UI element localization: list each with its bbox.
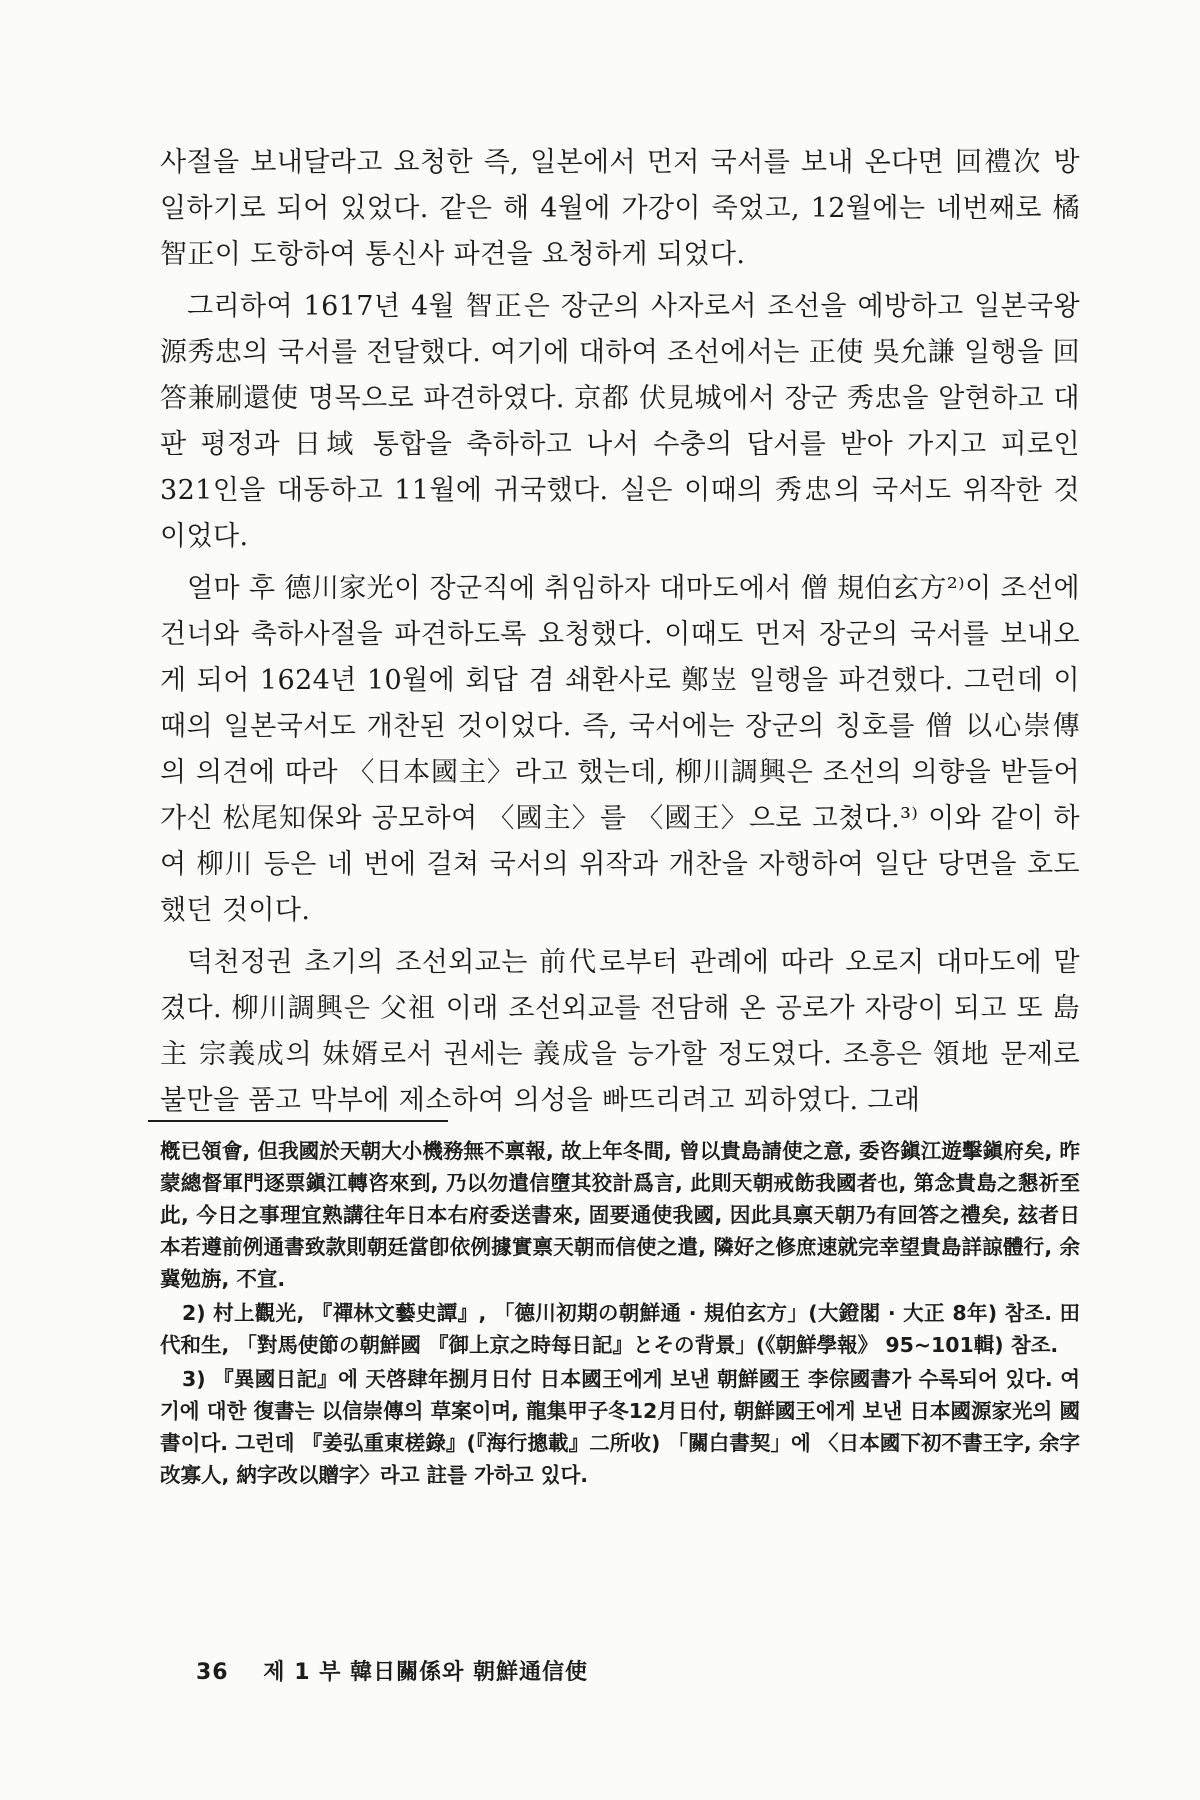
footnote-divider: [148, 1120, 448, 1122]
footnote-continuation: 槪已領會, 但我國於天朝大小機務無不禀報, 故上年冬間, 曾以貴島請使之意, 委咨鎭江遊擊鎭府矣, 昨蒙總督軍門逐票鎭江轉咨來到, 乃以勿遣信墮其狡計爲言, 此則天朝戒飭我國者也, 第念貴島之懇祈至此, 今日之事理宜熟講往年日本右府委送書來, 固要通使我國, 因此具禀天朝乃有回答之禮矣, 玆者日本若遵前例通書致款則朝廷當卽依例據實禀天朝而信使之遣, 隣好之修庶速就完幸望貴島詳諒體行, 余冀勉旃, 不宣.: [160, 1139, 1080, 1291]
paragraph: 얼마 후 德川家光이 장군직에 취임하자 대마도에서 僧 規伯玄方²⁾이 조선에 건너와 축하사절을 파견하도록 요청했다. 이때도 먼저 장군의 국서를 보내오게 되어 1624년 10월에 회답 겸 쇄환사로 鄭岦 일행을 파견했다. 그런데 이때의 일본국서도 개찬된 것이었다. 즉, 국서에는 장군의 칭호를 僧 以心崇傳의 의견에 따라 〈日本國主〉라고 했는데, 柳川調興은 조선의 의향을 받들어 가신 松尾知保와 공모하여 〈國主〉를 〈國王〉으로 고쳤다.³⁾ 이와 같이 하여 柳川 등은 네 번에 걸쳐 국서의 위작과 개찬을 자행하여 일단 당면을 호도했던 것이다.: [160, 573, 1080, 926]
footnote-2: 2) 村上觀光, 『禪林文藝史譚』, 「德川初期の朝鮮通 · 規伯玄方」(大鐙閣 · 大正 8年) 참조. 田代和生, 「對馬使節の朝鮮國 『御上京之時每日記』とその背景」(《朝鮮學報》 95~101輯) 참조.: [160, 1301, 1080, 1357]
running-header: 제 1 부 韓日關係와 朝鮮通信使: [263, 1660, 588, 1685]
footnotes: [160, 1135, 1080, 1491]
paragraph: 덕천정권 초기의 조선외교는 前代로부터 관례에 따라 오로지 대마도에 맡겼다. 柳川調興은 父祖 이래 조선외교를 전담해 온 공로가 자랑이 되고 또 島主 宗義成의 妹婿로서 권세는 義成을 능가할 정도였다. 조흥은 領地 문제로 불만을 품고 막부에 제소하여 의성을 빠뜨리려고 꾀하였다. 그래: [160, 947, 1080, 1116]
main-text: [160, 140, 1080, 1124]
page-footer: [196, 1655, 588, 1686]
page-number: 36: [196, 1660, 229, 1685]
footnote-3: 3) 『異國日記』에 天啓肆年捌月日付 日本國王에게 보낸 朝鮮國王 李倧國書가 수록되어 있다. 여기에 대한 復書는 以信崇傳의 草案이며, 龍集甲子冬12月日付, 朝鮮國王에게 보낸 日本國源家光의 國書이다. 그런데 『姜弘重東槎錄』(『海行摠載』二所收) 「關白書契」에 〈日本國下初不書王字, 余字改寡人, 納字改以贈字〉라고 註를 가하고 있다.: [160, 1367, 1080, 1487]
paragraph: 그리하여 1617년 4월 智正은 장군의 사자로서 조선을 예방하고 일본국왕 源秀忠의 국서를 전달했다. 여기에 대하여 조선에서는 正使 吳允謙 일행을 回答兼刷還使 명목으로 파견하였다. 京都 伏見城에서 장군 秀忠을 알현하고 대판 평정과 日域 통합을 축하하고 나서 수충의 답서를 받아 가지고 피로인 321인을 대동하고 11월에 귀국했다. 실은 이때의 秀忠의 국서도 위작한 것이었다.: [160, 291, 1080, 552]
paragraph: 사절을 보내달라고 요청한 즉, 일본에서 먼저 국서를 보내 온다면 回禮次 방일하기로 되어 있었다. 같은 해 4월에 가강이 죽었고, 12월에는 네번째로 橘智正이 도항하여 통신사 파견을 요청하게 되었다.: [160, 147, 1080, 270]
